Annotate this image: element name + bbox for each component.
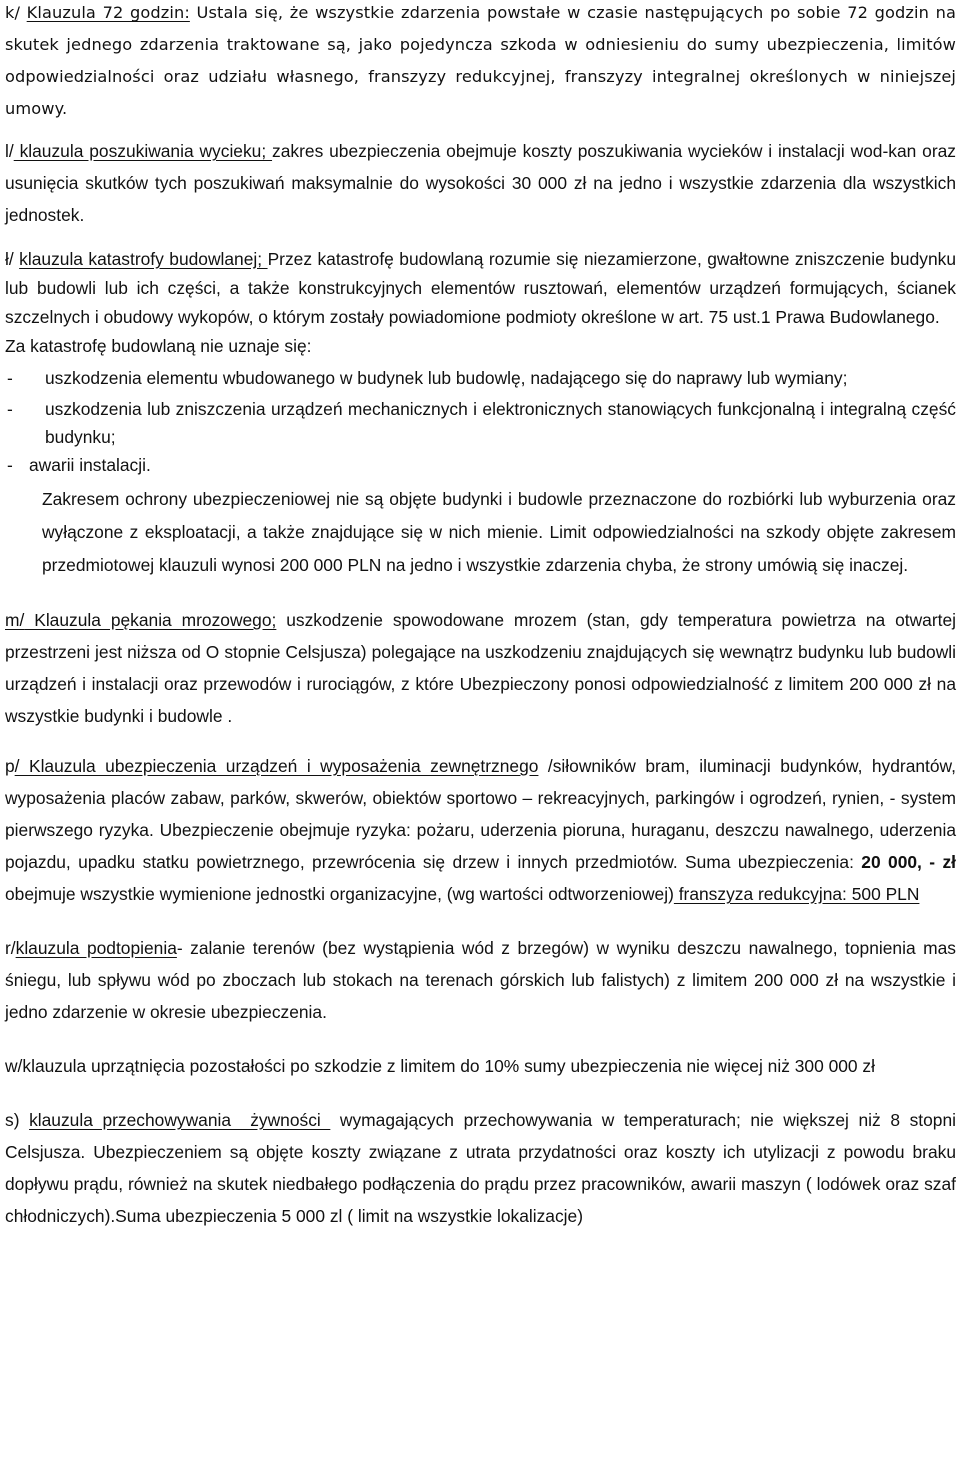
clause-l2-text: Przez katastrofę budowlaną rozumie się niezamierzone, gwałtowne zniszczenie budynku lub budowli lub ich części, a także konstrukcyjnych elementów rusztowań, elementów urządzeń formujących, ścianek szczelnych i obudowy wykopów, o którym zostały powiadomione podmioty określone w art. 75 ust.1 Prawa Budowlanego. bbox=[5, 249, 956, 327]
list-item-text: uszkodzenia lub zniszczenia urządzeń mechanicznych i elektronicznych stanowiących funkcjonalną i integralną część budynku; bbox=[45, 399, 956, 447]
clause-l2 bbox=[5, 245, 956, 332]
list-item bbox=[5, 395, 956, 451]
list-dash: - bbox=[7, 368, 13, 388]
clause-p bbox=[5, 750, 956, 910]
clause-m-title: Klauzula pękania mrozowego; bbox=[24, 610, 277, 630]
clause-k-title: Klauzula 72 godzin: bbox=[26, 3, 190, 22]
clause-l-text: zakres ubezpieczenia obejmuje koszty poszukiwania wycieków i instalacji wod-kan oraz usunięcia skutków tych poszukiwań maksymalnie do wysokości 30 000 zł na jedno i wszystkie zdarzenia dla wszystkich jednostek. bbox=[5, 141, 956, 225]
clause-l bbox=[5, 135, 956, 231]
clause-p-title: / Klauzula ubezpieczenia urządzeń i wyposażenia zewnętrznego bbox=[14, 756, 539, 776]
clause-r-title: klauzula podtopienia bbox=[15, 938, 177, 958]
list-dash: - bbox=[7, 399, 13, 419]
clause-p-sum: 20 000, - zł bbox=[861, 852, 956, 872]
clause-l2-exclusions-intro: Za katastrofę budowlaną nie uznaje się: bbox=[5, 336, 312, 356]
clause-s bbox=[5, 1104, 956, 1232]
list-item bbox=[5, 451, 956, 479]
list-item bbox=[5, 364, 956, 392]
clause-s-title: klauzula przechowywania żywności bbox=[29, 1110, 331, 1130]
clause-s-text: wymagających przechowywania w temperaturach; nie większej niż 8 stopni Celsjusza. Ubezpieczeniem są objęte koszty związane z utrata przydatności oraz koszty ich utylizacji z powodu braku dopływu prądu, również na skutek niedbałego podłączenia do prądu przez pracowników, awarii maszyn ( lodówek oraz szaf chłodniczych).Suma ubezpieczenia 5 000 zl ( limit na wszystkie lokalizacje) bbox=[5, 1110, 956, 1226]
clause-r-text: - zalanie terenów (bez wystąpienia wód z brzegów) w wyniku deszczu nawalnego, topnienia mas śniegu, lub spływu wód po zboczach lub stokach na terenach górskich lub falistych) z limitem 200 000 zł na wszystkie i jedno zdarzenie w okresie ubezpieczenia. bbox=[5, 938, 956, 1022]
clause-w: w/klauzula uprzątnięcia pozostałości po szkodzie z limitem do 10% sumy ubezpieczenia nie więcej niż 300 000 zł bbox=[5, 1056, 875, 1076]
clause-l2-exclusions-list bbox=[5, 364, 956, 479]
clause-r-label: r/ bbox=[5, 938, 16, 958]
clause-l-label: l/ bbox=[5, 141, 14, 161]
clause-p-text1: /siłowników bram, iluminacji budynków, hydrantów, wyposażenia placów zabaw, parków, skwerów, obiektów sportowo – rekreacyjnych, parkingów i ogrodzeń, rynien, - system pierwszego ryzyka. Ubezpieczenie obejmuje ryzyka: pożaru, uderzenia pioruna, huraganu, deszczu nawalnego, uderzenia pojazdu, upadku statku powietrznego, przewrócenia się drzew i innych przedmiotów. Suma ubezpieczenia: bbox=[5, 756, 956, 872]
clause-k-label: k/ bbox=[5, 3, 21, 22]
clause-l2-label: ł/ bbox=[5, 249, 14, 269]
clause-s-label: s) bbox=[5, 1110, 30, 1130]
clause-l-title: klauzula poszukiwania wycieku; bbox=[13, 141, 273, 161]
clause-l2-title: klauzula katastrofy budowlanej; bbox=[19, 249, 268, 269]
clause-p-label: p bbox=[5, 756, 15, 776]
clause-m-text: uszkodzenie spowodowane mrozem (stan, gdy temperatura powietrza na otwartej przestrzeni jest niższa od O stopnie Celsjusza) polegające na uszkodzeniu znajdujących się wewnątrz budynku lub budowli urządzeń i instalacji oraz przewodów i rurociągów, z które Ubezpieczony ponosi odpowiedzialność z limitem 200 000 zł na wszystkie budynki i budowle . bbox=[5, 610, 956, 726]
clause-m-label: m/ bbox=[5, 610, 25, 630]
list-item-text: uszkodzenia elementu wbudowanego w budynek lub budowlę, nadającego się do naprawy lub wymiany; bbox=[45, 368, 848, 388]
clause-r bbox=[5, 932, 956, 1028]
list-dash: - bbox=[7, 455, 13, 475]
clause-l2-closing: Zakresem ochrony ubezpieczeniowej nie są objęte budynki i budowle przeznaczone do rozbiórki lub wyburzenia oraz wyłączone z eksploatacji, a także znajdujące się w nich mienie. Limit odpowiedzialności na szkody objęte zakresem przedmiotowej klauzuli wynosi 200 000 PLN na jedno i wszystkie zdarzenia chyba, że strony umówią się inaczej. bbox=[42, 489, 956, 575]
list-item-text: awarii instalacji. bbox=[29, 455, 151, 475]
clause-p-franchise: franszyza redukcyjna: 500 PLN bbox=[673, 884, 920, 904]
clause-p-text2: obejmuje wszystkie wymienione jednostki organizacyjne, (wg wartości odtworzeniowej) bbox=[5, 884, 674, 904]
clause-k bbox=[5, 0, 956, 125]
clause-k-text: Ustala się, że wszystkie zdarzenia powstałe w czasie następujących po sobie 72 godzin na skutek jednego zdarzenia traktowane są, jako pojedyncza szkoda w odniesieniu do sumy ubezpieczenia, limitów odpowiedzialności oraz udziału własnego, franszyzy redukcyjnej, franszyzy integralnej określonych w niniejszej umowy. bbox=[5, 3, 956, 118]
clause-m bbox=[5, 604, 956, 732]
